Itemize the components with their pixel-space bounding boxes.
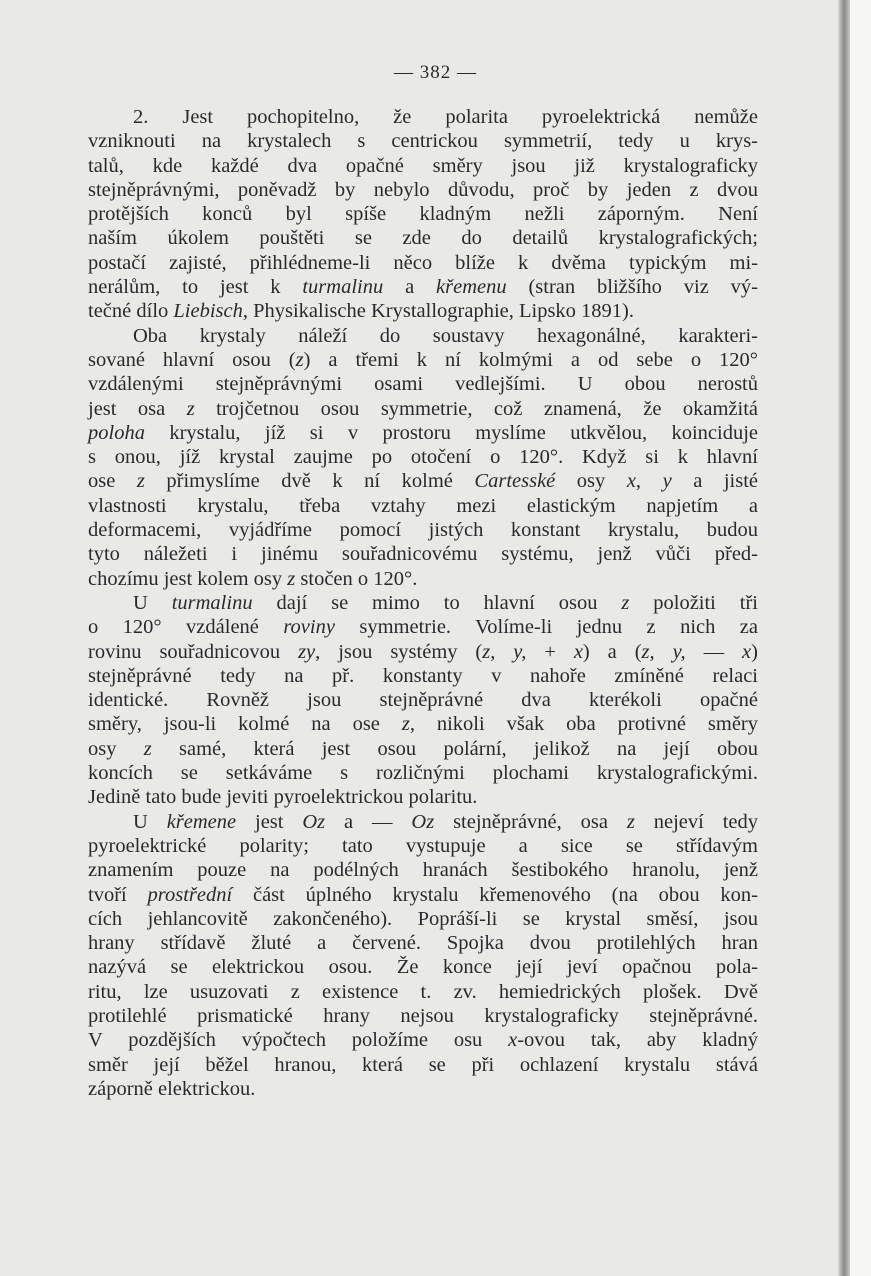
text-run: Jedině tato bude jeviti pyroelektrickou polaritu. bbox=[88, 786, 478, 809]
text-run: postačí zajisté, přihlédneme-li něco blíže k dvěma typickým mi- bbox=[88, 251, 758, 274]
text-line bbox=[88, 372, 758, 396]
paragraph bbox=[88, 324, 758, 591]
text-run: koncích se setkáváme s rozličnými plochami krystalografickými. bbox=[88, 762, 758, 785]
text-run: protějších konců byl spíše kladným nežli záporným. Není bbox=[88, 203, 758, 226]
text-run: , jsou systémy ( bbox=[315, 640, 483, 663]
text-line bbox=[88, 737, 758, 761]
text-line bbox=[88, 348, 758, 372]
text-line bbox=[88, 105, 758, 129]
text-line bbox=[88, 931, 758, 955]
text-run: sované hlavní osou ( bbox=[88, 348, 296, 371]
text-run: stejněprávné tedy na př. konstanty v nahoře zmíněné relaci bbox=[88, 664, 758, 687]
text-line bbox=[88, 226, 758, 250]
text-run: znamením pouze na podélných hranách šestibokého hranolu, jenž bbox=[88, 859, 758, 882]
text-run: a jisté bbox=[671, 470, 759, 493]
text-run: dají se mimo to hlavní osou bbox=[252, 591, 622, 614]
page-edge-shadow bbox=[838, 0, 850, 1276]
italic-text: křemene bbox=[166, 810, 237, 833]
text-run: osy bbox=[88, 737, 144, 760]
text-line bbox=[88, 202, 758, 226]
page-margin bbox=[850, 0, 871, 1276]
text-run: -ovou tak, aby kladný bbox=[517, 1029, 759, 1052]
italic-text: z bbox=[401, 713, 410, 736]
text-run: o 120° vzdálené bbox=[88, 616, 284, 639]
page-number: — 382 — bbox=[394, 62, 477, 83]
text-line bbox=[88, 883, 758, 907]
text-line bbox=[88, 178, 758, 202]
text-run: jest osa bbox=[88, 397, 187, 420]
text-run: přimyslíme dvě k ní kolmé bbox=[144, 470, 475, 493]
text-run: + bbox=[526, 640, 574, 663]
text-line bbox=[88, 1028, 758, 1052]
text-run: ) bbox=[751, 640, 758, 663]
text-run: , bbox=[635, 470, 663, 493]
paragraph bbox=[88, 105, 758, 324]
text-run: trojčetnou osou symmetrie, což znamená, že okamžitá bbox=[194, 397, 759, 420]
text-run: krystalu, jíž si v prostoru myslíme utkvělou, koinciduje bbox=[144, 421, 758, 444]
text-run: pyroelektrické polarity; tato vystupuje a sice se střídavým bbox=[88, 834, 758, 857]
paragraph bbox=[88, 591, 758, 810]
text-run: nerálům, to jest k bbox=[88, 276, 303, 299]
text-run: s onou, jíž krystal zaujme po otočení o 120°. Když si k hlavní bbox=[88, 446, 758, 469]
text-run: hrany střídavě žluté a červené. Spojka dvou protilehlých hran bbox=[88, 932, 758, 955]
text-run: stočen o 120°. bbox=[295, 567, 418, 590]
text-run: ritu, lze usuzovati z existence t. zv. hemiedrických plošek. Dvě bbox=[88, 980, 758, 1003]
text-run: a — bbox=[325, 810, 412, 833]
italic-text: z bbox=[295, 348, 304, 371]
text-run: vzdálenými stejněprávnými osami vedlejšími. U obou nerostů bbox=[88, 373, 758, 396]
text-run: směr její běžel hranou, která se při ochlazení krystalu stává bbox=[88, 1053, 758, 1076]
text-run: vzniknouti na krystalech s centrickou symmetrií, tedy u krys- bbox=[88, 130, 758, 153]
italic-text: x bbox=[626, 470, 636, 493]
text-run: stejněprávnými, poněvadž by nebylo důvodu, proč by jeden z dvou bbox=[88, 178, 758, 201]
text-run: deformacemi, vyjádříme pomocí jistých konstant krystalu, budou bbox=[88, 519, 758, 542]
italic-text: z bbox=[287, 567, 296, 590]
text-run: samé, která jest osou polární, jelikož na její obou bbox=[151, 737, 758, 760]
text-run: (stran bližšího viz vý- bbox=[506, 276, 758, 299]
italic-text: x bbox=[573, 640, 583, 663]
text-line bbox=[88, 907, 758, 931]
text-line bbox=[88, 688, 758, 712]
text-line bbox=[88, 785, 758, 809]
italic-text: Oz bbox=[411, 810, 435, 833]
text-run: záporně elektrickou. bbox=[88, 1077, 256, 1100]
text-run: 2. Jest pochopitelno, že polarita pyroelektrická nemůže bbox=[133, 106, 758, 128]
italic-text: zy bbox=[298, 640, 316, 663]
text-run: osy bbox=[555, 470, 627, 493]
text-run: rovinu souřadnicovou bbox=[88, 640, 299, 663]
text-run: ose bbox=[88, 470, 137, 493]
text-run: vlastnosti krystalu, třeba vztahy mezi elastickým napjetím a bbox=[88, 494, 758, 517]
text-line bbox=[88, 712, 758, 736]
italic-text: poloha bbox=[88, 421, 145, 444]
text-run: ) a ( bbox=[582, 640, 642, 663]
text-run: tečné dílo bbox=[88, 300, 174, 323]
text-line bbox=[88, 567, 758, 591]
text-run: , Physikalische Krystallographie, Lipsko 1891). bbox=[242, 300, 635, 323]
italic-text: z bbox=[136, 470, 145, 493]
text-line bbox=[88, 980, 758, 1004]
text-run: symmetrie. Volíme-li jednu z nich za bbox=[334, 616, 758, 639]
italic-text: x bbox=[742, 640, 752, 663]
text-line bbox=[88, 858, 758, 882]
italic-text: y bbox=[662, 470, 672, 493]
italic-text: turmalinu bbox=[302, 276, 384, 299]
text-line bbox=[88, 810, 758, 834]
italic-text: z bbox=[626, 810, 635, 833]
text-run: nazývá se elektrickou osou. Že konce její jeví opačnou pola- bbox=[88, 956, 758, 979]
text-line bbox=[88, 324, 758, 348]
text-line bbox=[88, 397, 758, 421]
italic-text: Oz bbox=[302, 810, 326, 833]
text-run: položiti tři bbox=[629, 591, 758, 614]
text-line bbox=[88, 1077, 758, 1101]
text-line bbox=[88, 1004, 758, 1028]
text-line bbox=[88, 251, 758, 275]
italic-text: turmalinu bbox=[171, 591, 253, 614]
text-line bbox=[88, 445, 758, 469]
italic-text: křemenu bbox=[436, 276, 507, 299]
text-run: identické. Rovněž jsou stejněprávné dva kterékoli opačné bbox=[88, 689, 758, 712]
text-line bbox=[88, 834, 758, 858]
text-run: V pozdějších výpočtech položíme osu bbox=[88, 1029, 509, 1052]
text-run: U bbox=[133, 591, 172, 614]
text-line bbox=[88, 275, 758, 299]
text-line bbox=[88, 494, 758, 518]
text-run: tvoří bbox=[88, 883, 148, 906]
text-run: Oba krystaly náleží do soustavy hexagonálné, karakteri- bbox=[133, 324, 758, 347]
text-run: protilehlé prismatické hrany nejsou krystalograficky stejněprávné. bbox=[88, 1004, 758, 1027]
italic-text: z bbox=[621, 591, 630, 614]
text-line bbox=[88, 154, 758, 178]
italic-text: z, y, bbox=[641, 640, 686, 663]
text-run: ) a třemi k ní kolmými a od sebe o 120° bbox=[303, 348, 758, 371]
italic-text: prostřední bbox=[147, 883, 233, 906]
italic-text: roviny bbox=[283, 616, 335, 639]
text-line bbox=[88, 591, 758, 615]
text-run: část úplného krystalu křemenového (na obou kon- bbox=[232, 883, 759, 906]
text-line bbox=[88, 761, 758, 785]
text-run: nejeví tedy bbox=[634, 810, 758, 833]
text-line bbox=[88, 299, 758, 323]
text-run: talů, kde každé dva opačné směry jsou již krystalograficky bbox=[88, 154, 758, 177]
text-line bbox=[88, 469, 758, 493]
text-line bbox=[88, 518, 758, 542]
text-run: cích jehlancovitě zakončeného). Popráší-li se krystal směsí, jsou bbox=[88, 907, 758, 930]
text-line bbox=[88, 615, 758, 639]
text-run: a bbox=[383, 276, 437, 299]
italic-text: z bbox=[186, 397, 195, 420]
italic-text: z, y, bbox=[482, 640, 527, 663]
text-line bbox=[88, 955, 758, 979]
text-line bbox=[88, 640, 758, 664]
text-run: — bbox=[685, 640, 743, 663]
text-line bbox=[88, 129, 758, 153]
text-run: naším úkolem pouštěti se zde do detailů krystalografických; bbox=[88, 227, 758, 250]
text-run: U bbox=[133, 810, 167, 833]
text-run: směry, jsou-li kolmé na ose bbox=[88, 713, 402, 736]
italic-text: x bbox=[508, 1029, 518, 1052]
text-line bbox=[88, 421, 758, 445]
text-line bbox=[88, 664, 758, 688]
paragraph bbox=[88, 810, 758, 1102]
text-line bbox=[88, 1053, 758, 1077]
body-text bbox=[88, 105, 758, 1101]
italic-text: Cartesské bbox=[474, 470, 556, 493]
italic-text: z bbox=[143, 737, 152, 760]
text-line bbox=[88, 542, 758, 566]
text-run: stejněprávné, osa bbox=[434, 810, 627, 833]
text-run: tyto náležeti i jinému souřadnicovému systému, jenž vůči před- bbox=[88, 543, 758, 566]
italic-text: Liebisch bbox=[173, 300, 243, 323]
text-run: jest bbox=[236, 810, 303, 833]
text-run: , nikoli však oba protivné směry bbox=[409, 713, 758, 736]
text-run: chozímu jest kolem osy bbox=[88, 567, 288, 590]
